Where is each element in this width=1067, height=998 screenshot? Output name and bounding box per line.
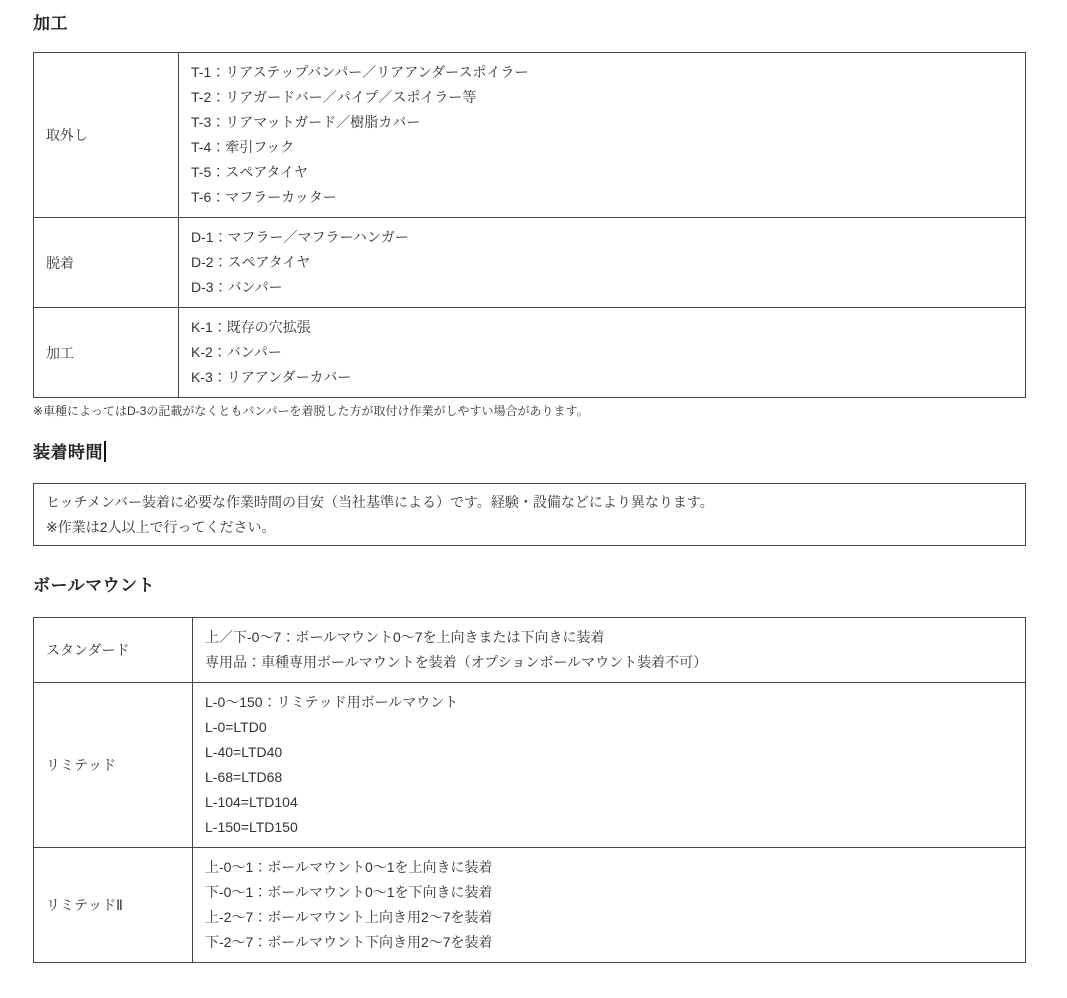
- item-line: D-3：バンパー: [191, 279, 283, 295]
- section-heading-ball-mount: ボールマウント: [33, 576, 156, 595]
- item-line: K-2：バンパー: [191, 344, 282, 360]
- item-line: T-6：マフラーカッター: [191, 189, 337, 205]
- table-row: [34, 618, 1026, 683]
- item-line: 上／下-0～7：ボールマウント0～7を上向きまたは下向きに装着: [205, 629, 605, 645]
- row-label-limited-2: リミテッドⅡ: [34, 848, 193, 963]
- page-content: [33, 14, 1026, 963]
- item-line: L-104=LTD104: [205, 794, 298, 810]
- installation-time-box: [33, 483, 1026, 546]
- item-line: 上-2～7：ボールマウント上向き用2～7を装着: [205, 909, 493, 925]
- table-row: [34, 53, 1026, 218]
- processing-note: ※車種によってはD-3の記載がなくともバンパーを着脱した方が取付け作業がしやすい場合があります。: [33, 404, 589, 418]
- section-heading-installation-time: [33, 441, 1026, 463]
- processing-table: [33, 52, 1026, 398]
- row-items: [193, 683, 1026, 848]
- time-box-line: ヒッチメンバー装着に必要な作業時間の目安（当社基準による）です。経験・設備などにより異なります。: [46, 494, 714, 510]
- item-line: L-0～150：リミテッド用ボールマウント: [205, 694, 459, 710]
- item-line: L-150=LTD150: [205, 819, 298, 835]
- time-box-line: ※作業は2人以上で行ってください。: [46, 519, 276, 535]
- item-line: T-4：牽引フック: [191, 139, 295, 155]
- table-row: [34, 308, 1026, 398]
- item-line: 上-0～1：ボールマウント0～1を上向きに装着: [205, 859, 493, 875]
- row-items: [179, 308, 1026, 398]
- row-items: [179, 53, 1026, 218]
- row-label-limited: リミテッド: [34, 683, 193, 848]
- row-label-detach: 脱着: [34, 218, 179, 308]
- installation-time-label: 装着時間: [33, 443, 103, 462]
- item-line: D-1：マフラー／マフラーハンガー: [191, 229, 409, 245]
- section-heading-processing: 加工: [33, 14, 68, 33]
- item-line: L-40=LTD40: [205, 744, 283, 760]
- item-line: L-68=LTD68: [205, 769, 283, 785]
- item-line: 専用品：車種専用ボールマウントを装着（オプションボールマウント装着不可）: [205, 654, 708, 670]
- row-items: [193, 618, 1026, 683]
- item-line: 下-2～7：ボールマウント下向き用2～7を装着: [205, 934, 493, 950]
- row-items: [179, 218, 1026, 308]
- item-line: K-3：リアアンダーカバー: [191, 369, 352, 385]
- row-label-removal: 取外し: [34, 53, 179, 218]
- text-caret: [104, 441, 106, 462]
- item-line: T-1：リアステップバンパー／リアアンダースポイラー: [191, 64, 529, 80]
- row-label-standard: スタンダード: [34, 618, 193, 683]
- item-line: L-0=LTD0: [205, 719, 267, 735]
- item-line: D-2：スペアタイヤ: [191, 254, 311, 270]
- item-line: K-1：既存の穴拡張: [191, 319, 311, 335]
- item-line: T-3：リアマットガード／樹脂カバー: [191, 114, 421, 130]
- ball-mount-table: [33, 617, 1026, 963]
- row-label-machining: 加工: [34, 308, 179, 398]
- item-line: T-2：リアガードバー／パイプ／スポイラー等: [191, 89, 477, 105]
- item-line: T-5：スペアタイヤ: [191, 164, 308, 180]
- table-row: [34, 683, 1026, 848]
- row-items: [193, 848, 1026, 963]
- table-row: [34, 848, 1026, 963]
- table-row: [34, 218, 1026, 308]
- item-line: 下-0～1：ボールマウント0～1を下向きに装着: [205, 884, 493, 900]
